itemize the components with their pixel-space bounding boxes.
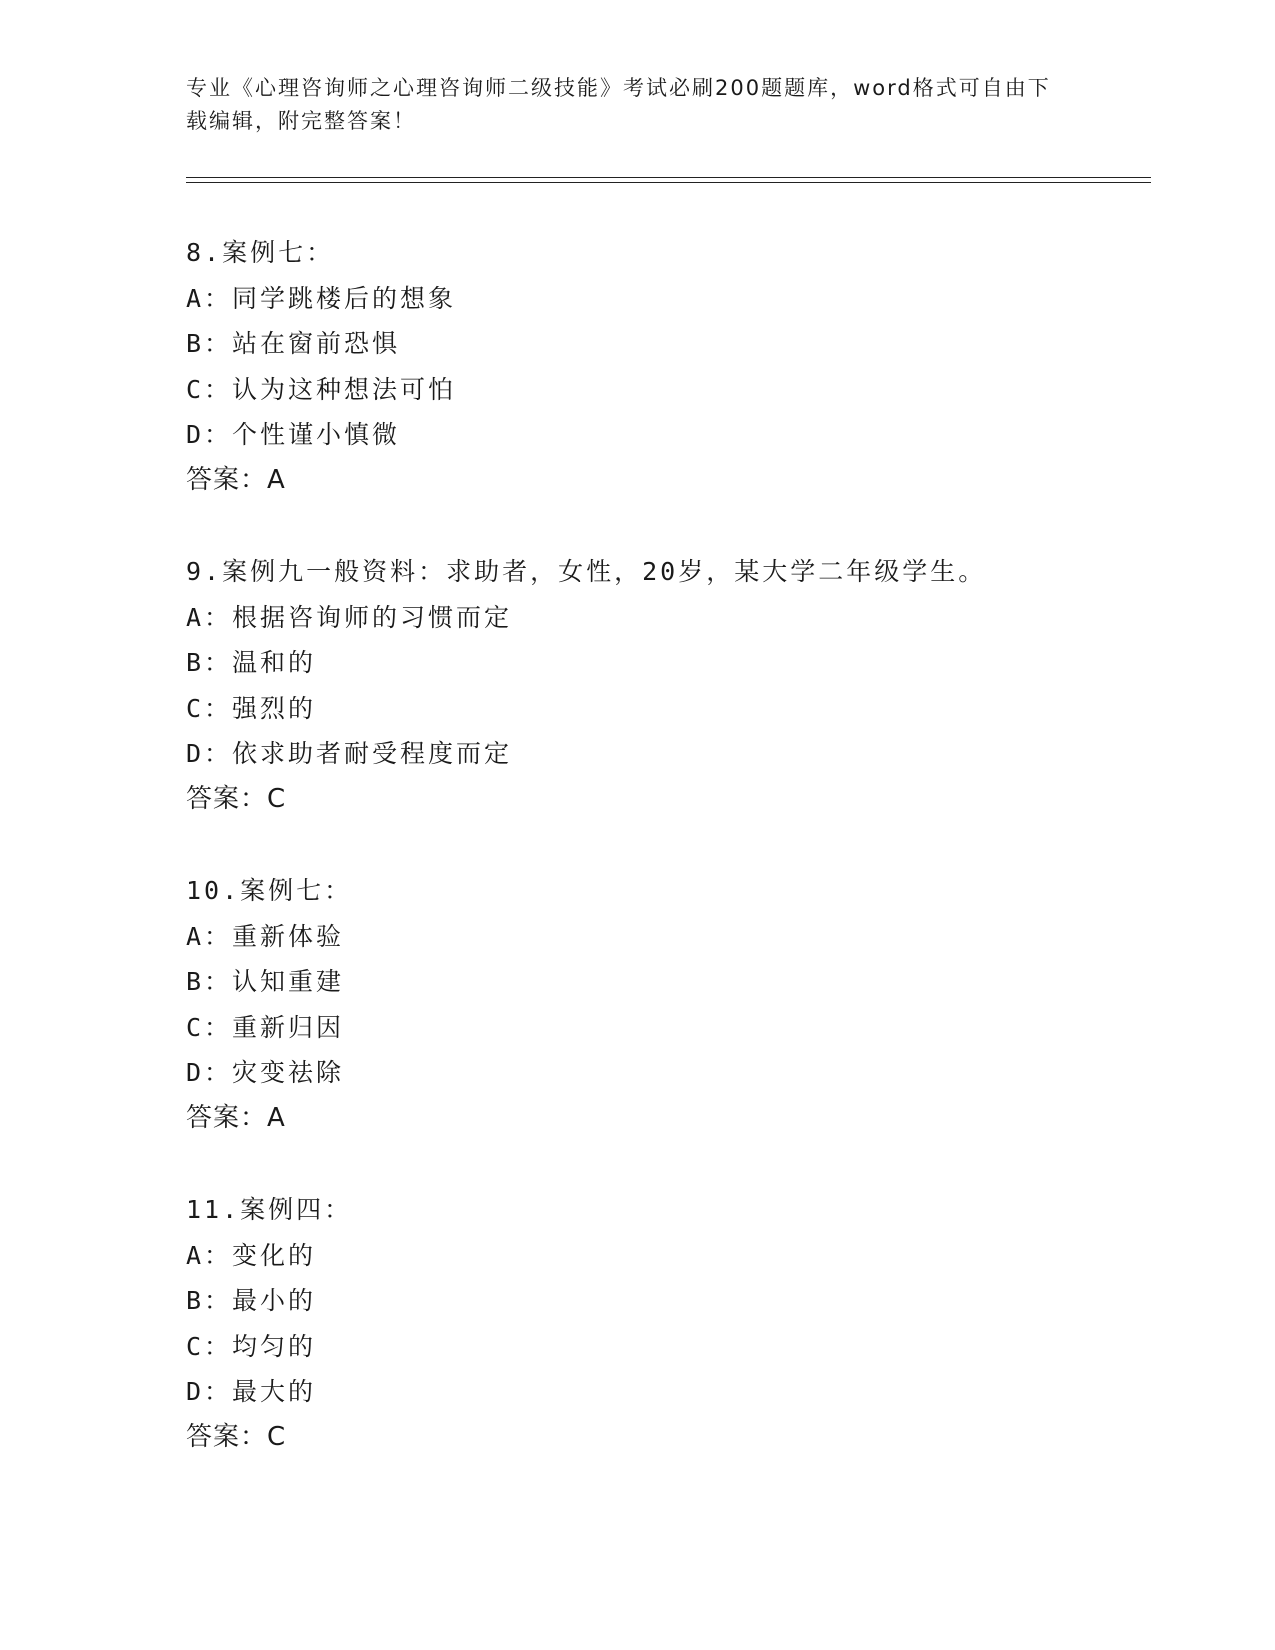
option-a: A：重新体验 <box>186 921 345 951</box>
option-b: B：温和的 <box>186 648 317 677</box>
option-b: B：最小的 <box>186 1286 317 1315</box>
header-divider-bottom <box>186 182 1151 183</box>
option-c: C：强烈的 <box>186 693 317 723</box>
question-item <box>186 230 1146 503</box>
question-item <box>186 1187 1146 1460</box>
answer-line: 答案：C <box>186 783 287 814</box>
question-list <box>186 230 1146 1506</box>
option-a: A：变化的 <box>186 1240 317 1270</box>
question-stem: 11.案例四： <box>186 1195 353 1224</box>
document-intro: 专业《心理咨询师之心理咨询师二级技能》考试必刷200题题库，word格式可自由下载编辑，附完整答案！ <box>186 76 1051 133</box>
option-d: D：灾变祛除 <box>186 1058 345 1087</box>
question-item <box>186 549 1146 822</box>
option-d: D：个性谨小慎微 <box>186 420 401 449</box>
question-stem: 8.案例七： <box>186 238 335 267</box>
option-c: C：重新归因 <box>186 1012 345 1042</box>
header-divider-top <box>186 177 1151 178</box>
option-c: C：均匀的 <box>186 1331 317 1361</box>
question-stem: 10.案例七： <box>186 876 353 905</box>
answer-line: 答案：A <box>186 1102 286 1133</box>
option-a: A：根据咨询师的习惯而定 <box>186 602 513 632</box>
option-a: A：同学跳楼后的想象 <box>186 283 457 313</box>
option-b: B：站在窗前恐惧 <box>186 329 401 358</box>
option-b: B：认知重建 <box>186 967 345 996</box>
question-stem: 9.案例九一般资料：求助者，女性，20岁，某大学二年级学生。 <box>186 557 987 586</box>
option-d: D：最大的 <box>186 1377 317 1406</box>
answer-line: 答案：C <box>186 1421 287 1452</box>
option-d: D：依求助者耐受程度而定 <box>186 739 513 768</box>
option-c: C：认为这种想法可怕 <box>186 374 457 404</box>
question-item <box>186 868 1146 1141</box>
answer-line: 答案：A <box>186 464 286 495</box>
